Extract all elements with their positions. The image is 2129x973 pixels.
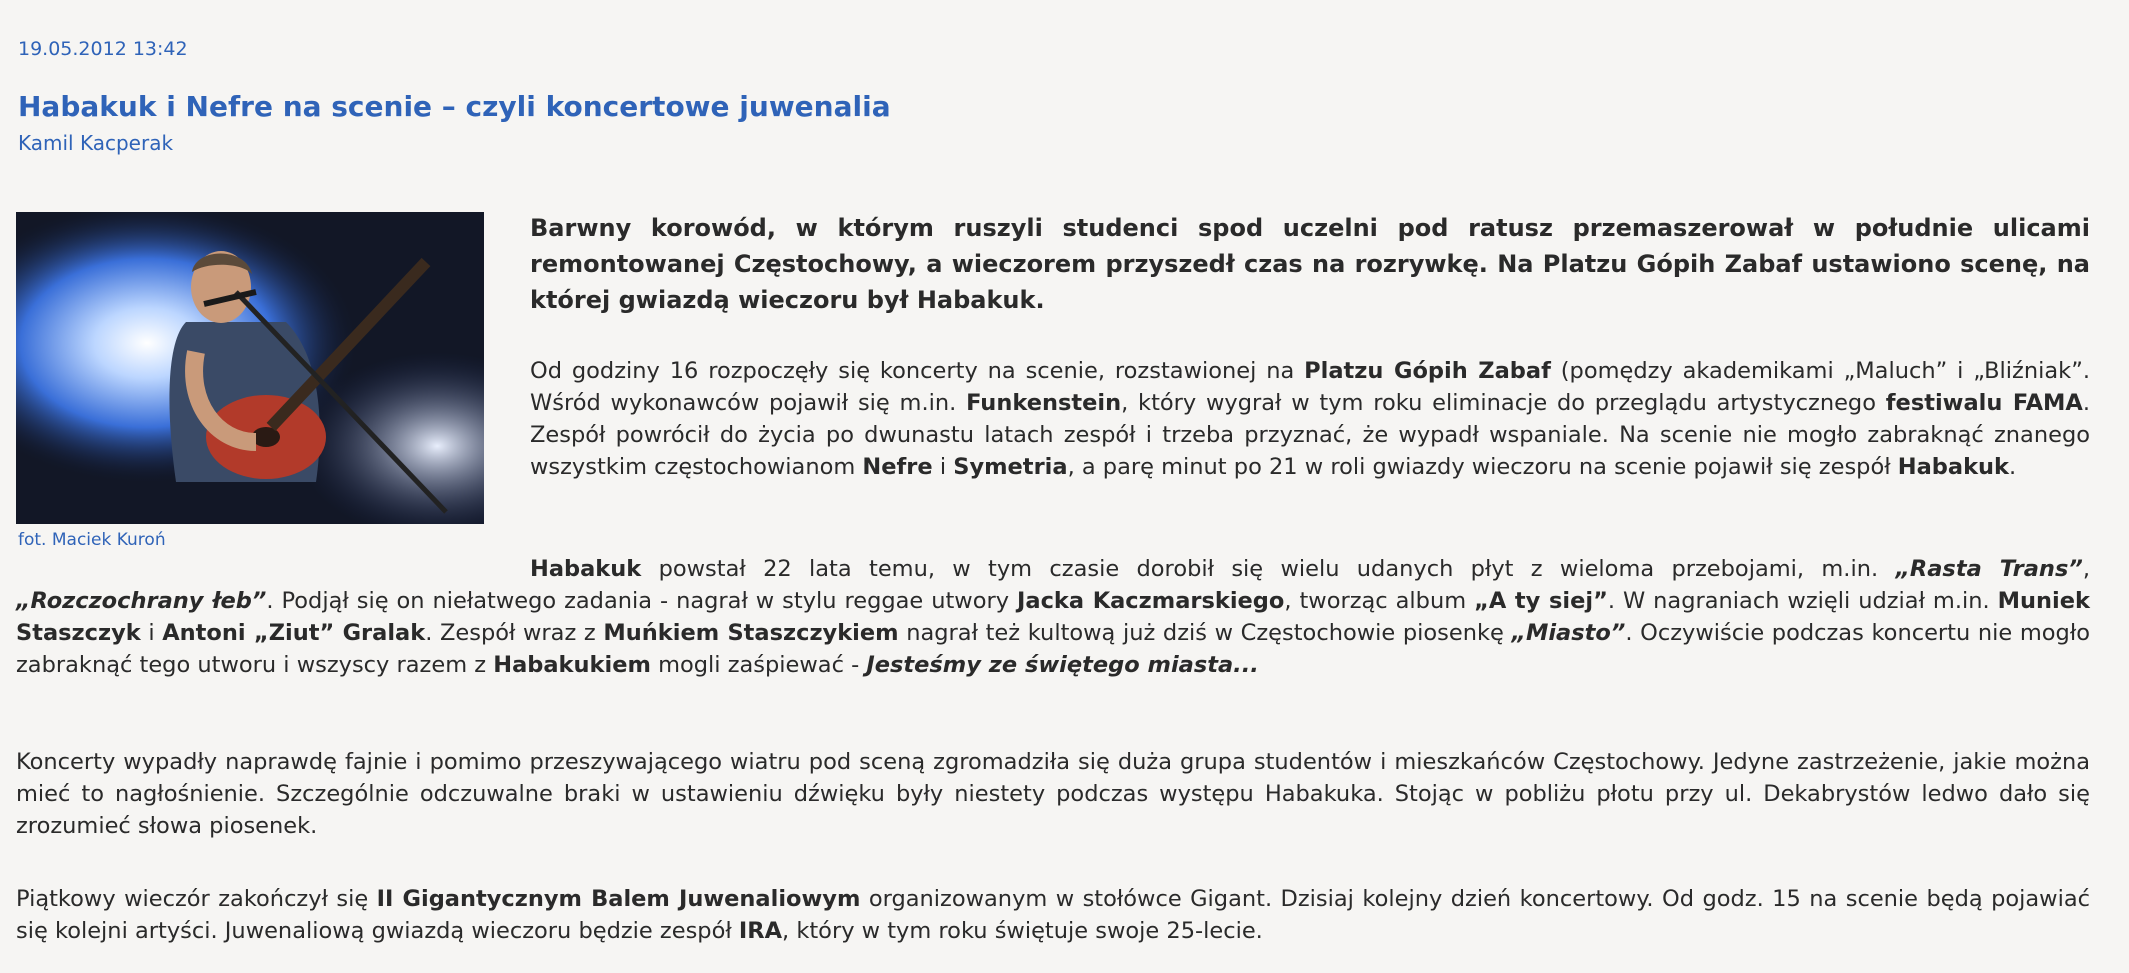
text-span: . Zespół wraz z [425,620,604,646]
text-span: , a parę minut po 21 w roli gwiazdy wieczoru na scenie pojawił się zespół [1067,454,1898,480]
text-span: , [2082,556,2090,582]
bold-span: Funkenstein [966,390,1122,416]
text-span: . W nagraniach wzięli udział m.in. [1607,588,1998,614]
bold-italic-span: „Miasto” [1511,620,1626,646]
text-span: mogli zaśpiewać - [650,652,867,678]
bold-span: Antoni „Ziut” Gralak [162,620,426,646]
text-span: , który w tym roku świętuje swoje 25-lecie. [782,918,1263,944]
article-author[interactable]: Kamil Kacperak [18,131,174,155]
article-date: 19.05.2012 13:42 [18,38,188,60]
article-title[interactable]: Habakuk i Nefre na scenie – czyli koncertowe juwenalia [18,90,891,123]
bold-span: Habakukiem [493,652,651,678]
bold-span: Nefre [862,454,933,480]
concert-photo [16,212,484,524]
bold-span: „A ty siej” [1474,588,1608,614]
bold-span: Habakuk [1897,454,2010,480]
text-span: i [140,620,163,646]
bold-italic-span: Jesteśmy ze świętego miasta... [866,652,1259,678]
bold-italic-span: „Rozczochrany łeb” [16,588,267,614]
text-span: . Zespół powrócił do życia po dwunastu latach zespół i trzeba przyznać, że wypadł wspaniale. Na scenie nie mogło zabraknąć znanego wszystkim częstochowianom [530,390,2090,480]
bold-span: Symetria [953,454,1068,480]
text-span: nagrał też kultową już dziś w Częstochowie piosenkę [898,620,1512,646]
bold-span: Muńkiem Staszczykiem [603,620,899,646]
bold-span: Muniek Staszczyk [16,588,2090,646]
concert-photo-illustration [16,212,484,524]
bold-italic-span: „Rasta Trans” [1895,556,2083,582]
paragraph-4 [16,883,2090,947]
text-span: . Oczywiście podczas koncertu nie mogło zabraknąć tego utworu i wszyscy razem z [16,620,2090,678]
photo-caption: fot. Maciek Kuroń [18,530,166,550]
text-span: organizowanym w stołówce Gigant. Dzisiaj kolejny dzień koncertowy. Od godz. 15 na scenie będą pojawiać się kolejni artyści. Juwenaliową gwiazdą wieczoru będzie zespół [16,886,2090,944]
text-span: i [932,454,954,480]
bold-span: festiwalu FAMA [1885,390,2083,416]
text-span: (pomędzy akademikami „Maluch” i „Bliźniak”. Wśród wykonawców pojawił się m.in. [530,358,2091,416]
text-span: , tworząc album [1284,588,1475,614]
text-span: powstał 22 lata temu, w tym czasie dorobił się wielu udanych płyt z wieloma przebojami, m.in. [641,556,1896,582]
bold-span: Platzu Gópih Zabaf [1304,358,1551,384]
text-span: . [2009,454,2017,480]
bold-span: II Gigantycznym Balem Juwenaliowym [376,886,861,912]
paragraph-3: Koncerty wypadły naprawdę fajnie i pomimo przeszywającego wiatru pod sceną zgromadziła się duża grupa studentów i mieszkańców Częstochowy. Jedyne zastrzeżenie, jakie można mieć to nagłośnienie. Szczególnie odczuwalne braki w ustawieniu dźwięku były niestety podczas występu Habakuka. Stojąc w pobliżu płotu przy ul. Dekabrystów ledwo dało się zrozumieć słowa piosenek. [16,749,2090,839]
text-span: , który wygrał w tym roku eliminacje do przeglądu artystycznego [1121,390,1886,416]
article-lead: Barwny korowód, w którym ruszyli studenci spod uczelni pod ratusz przemaszerował w południe ulicami remontowanej Częstochowy, a wieczorem przyszedł czas na rozrywkę. Na Platzu Gópih Zabaf ustawiono scenę, na której gwiazdą wieczoru był Habakuk. [530,214,2090,314]
text-span: Od godziny 16 rozpoczęły się koncerty na scenie, rozstawionej na [530,358,1305,384]
bold-span: Habakuk [530,556,642,582]
text-span: . Podjął się on niełatwego zadania - nagrał w stylu reggae utwory [266,588,1018,614]
bold-span: Jacka Kaczmarskiego [1017,588,1285,614]
paragraph-1 [530,355,2090,483]
bold-span: IRA [738,918,783,944]
text-span: Piątkowy wieczór zakończył się [16,886,377,912]
paragraph-2 [16,553,2090,681]
